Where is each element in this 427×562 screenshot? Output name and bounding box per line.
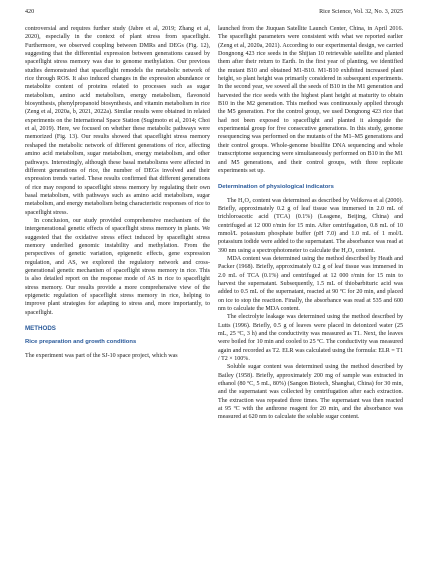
h2o2-paragraph: The H₂O₂ content was determined as described by Velikova et al (2000). Briefly, approximately 0.2 g of leaf tissue was immersed in 2.0 mL of trichloroacetic acid (TCA) (0.1%) (Leagene, Beijing, China) and centrifuged at 12 000 r/min for 15 min. After centrifugation, 0.8 mL of 10 mmol/L potassium phosphate buffer (pH 7.0) and 1.0 mL of 1 mol/L potassium iodide were added to the supernatant. The absorbance was read at 390 nm using a spectrophotometer to calculate the H₂O₂ content.: [218, 197, 403, 254]
journal-citation: Rice Science, Vol. 32, No. 3, 2025: [319, 9, 403, 15]
conclusion-paragraph: In conclusion, our study provided comprehensive mechanism of the intergenerational genetic effects of spaceflight stress memory in plants. We suggested that the oxidative stress effect induced by spaceflight stress memory underlied genomic instability and methylation. From the perspectives of genetic variation, epigenetic effects, gene expression regulation, and AS, we explored the regulatory network and cross-generational genetic mechanism of spaceflight stress memory in rice. This is also detailed report on the response mode of AS in rice to spaceflight stress memory. Our results provide a more comprehensive view of the epigenetic regulation of spaceflight stress memory in rice, helping to improve plant strategies for adapting to stress and, more importantly, to spaceflight.: [25, 217, 210, 316]
electrolyte-leakage-paragraph: The electrolyte leakage was determined using the method described by Lutts (1996). Briefly, 0.5 g of leaves were placed in deionized water (25 mL, 25 ºC, 3 h) and the conductivity was measured as T1. Next, the leaves were boiled for 10 min and cooled to 25 ºC. The conductivity was measured again and recorded as T2. ELR was calculated using the formula: ELR = T1 / T2 × 100%.: [218, 314, 403, 363]
discussion-paragraph: controversial and requires further study (Jabre et al, 2019; Zhang et al, 2020), especially in the context of plant stress from spaceflight. Furthermore, we observed coupling between DMRs and DEGs (Fig. 12), suggesting that the differential expression between generations caused by spaceflight stress memory was due to genome methylation. Our previous studies demonstrated that spaceflight remodels the metabolic network of rice through ROS. It also induced changes in the expression abundance or metabolite content of proteins related to processes such as sugar metabolism, amino acid metabolism, energy metabolism, flavonoid biosynthesis, phenylpropanoid biosynthesis, and vitamin metabolism in rice (Zeng et al, 2020a, b, 2021, 2022a). Similar results were obtained in related experiments on the International Space Station (Sugimoto et al, 2014; Choi et al, 2019). Here, we focused on whether these metabolic pathways were memorized (Fig. 13). Our results showed that spaceflight stress memory reshaped the metabolic network of different generations of rice, affecting amino acid metabolism, sugar metabolism, energy metabolism, and other pathways. Interestingly, although these basal metabolisms were affected in different generations of rice, the number of DEGs involved and their expression trends varied. These results confirmed that different generations of rice may respond to spaceflight stress memory by regulating their own basal metabolism, with pathways such as amino acid metabolism, sugar metabolism, and energy metabolism being characteristic responses of rice to spaceflight stress.: [25, 26, 210, 216]
methods-heading: METHODS: [25, 325, 56, 333]
rice-preparation-paragraph: launched from the Jiuquan Satellite Launch Center, China, in April 2016. The spaceflight parameters were consistent with what we reported earlier (Zeng et al, 2020a, 2021). According to our experimental design, we carried Dongnong 423 rice seeds in the Shijian 10 retrievable satellite and planted them after their return to Earth. In the first year of planting, we identified the mutant B10 and obtained M1-B10. M1-B10 exhibited increased plant height, so plant height was primarily considered in subsequent experiments. In the second year, we sowed all the seeds of B10 in the M1 generation and harvested the rice seeds with the highest plant height at maturity to obtain B10 in the M2 generation. This method was continuously applied through the M5 generation. For the control group, we used Dongnong 423 rice that had not been exposed to spaceflight and planted it alongside the experimental group for five consecutive generations. In this study, genome resequencing was performed on the mutants of the M1–M5 generations and their control groups. Whole-genome bisulfite DNA sequencing and whole transcriptome sequencing were simultaneously performed on B10 in the M1 and M5 generations, and their control groups, with three replicate experiments set up.: [218, 26, 403, 174]
left-column: [25, 25, 210, 422]
subheading-physiological-indicators: Determination of physiological indicators: [218, 184, 334, 191]
page-number: 420: [25, 9, 35, 15]
running-header: [25, 8, 403, 16]
mda-paragraph: MDA content was determined using the method described by Heath and Packer (1968). Briefly, approximately 0.2 g of leaf tissue was immersed in 2.0 mL of TCA (0.1%) and centrifuged at 12 000 r/min for 15 min to harvest the supernatant. Subsequently, 1.5 mL of thiobarbituric acid was added to 0.5 mL of the supernatant, reacted at 90 ºC for 20 min, and placed on ice to stop the reaction. Finally, the absorbance was read at 535 and 600 nm to calculate the MDA content.: [218, 255, 403, 312]
two-column-body: [25, 25, 403, 422]
right-column: [218, 25, 403, 422]
methods-paragraph: The experiment was part of the SJ-10 space project, which was: [25, 352, 178, 359]
soluble-sugar-paragraph: Soluble sugar content was determined using the method described by Bailey (1958). Briefly, approximately 200 mg of sample was extracted in ethanol (80 ºC, 5 mL, 80%) (Sangon Biotech, Shanghai, China) for 30 min, and the supernatant was collected by centrifugation after each extraction. The extraction was repeated three times. The supernatant was then reacted at 95 ºC with the anthrone reagent for 20 min, and the absorbance was measured at 620 nm to calculate the soluble sugar content.: [218, 364, 403, 421]
subheading-rice-preparation: Rice preparation and growth conditions: [25, 339, 137, 346]
